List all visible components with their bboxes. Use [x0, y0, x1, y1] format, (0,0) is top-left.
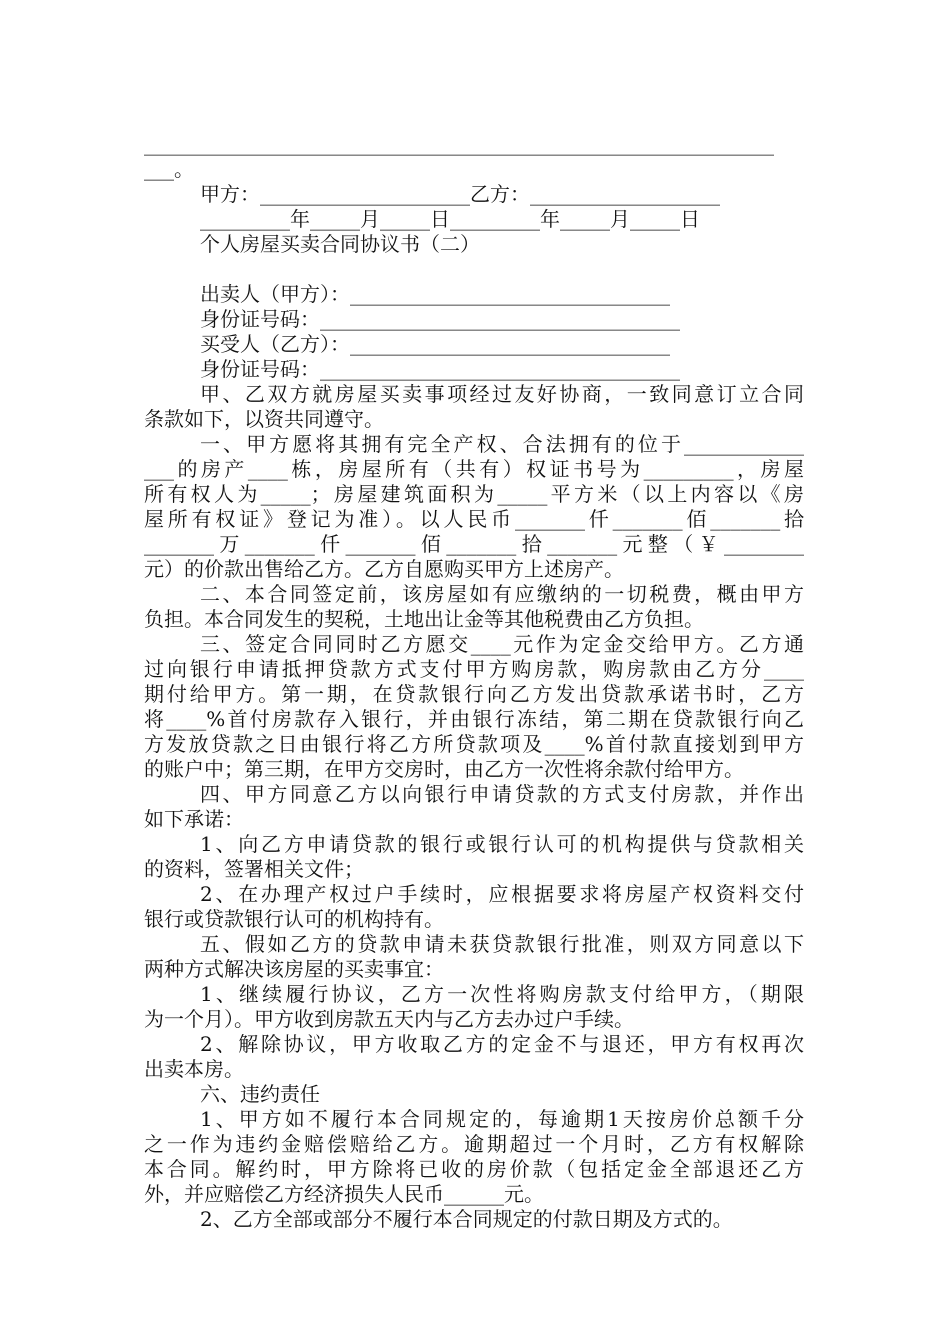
paragraph-line: 负担。本合同发生的契税，土地出让金等其他税费由乙方负担。	[144, 607, 704, 631]
paragraph-line: 外，并应赔偿乙方经济损失人民币______元。	[144, 1182, 544, 1206]
clause-3: 三、签定合同同时乙方愿交____元作为定金交给甲方。乙方通	[200, 632, 804, 656]
sub-clause: 1、向乙方申请贷款的银行或银行认可的机构提供与贷款相关	[200, 832, 804, 856]
sub-clause: 2、在办理产权过户手续时，应根据要求将房屋产权资料交付	[200, 882, 804, 906]
paragraph-line: 为一个月）。甲方收到房款五天内与乙方去办过户手续。	[144, 1007, 634, 1031]
paragraph-line: _______万_______仟_______佰_______拾_______元整（￥________	[144, 532, 804, 556]
paragraph-line: 期付给甲方。第一期，在贷款银行向乙方发出贷款承诺书时，乙方	[144, 682, 804, 706]
text-line: _______________________________________________________________	[144, 132, 774, 156]
seller-id-field: 身份证号码：____________________________________	[200, 307, 680, 331]
paragraph-line: 屋所有权证》登记为准）。以人民币_______仟_______佰_______拾	[144, 507, 804, 531]
clause-1: 一、甲方愿将其拥有完全产权、合法拥有的位于____________	[200, 432, 804, 456]
paragraph-line: 条款如下，以资共同遵守。	[144, 407, 384, 431]
sub-clause: 2、解除协议，甲方收取乙方的定金不与退还，甲方有权再次	[200, 1032, 804, 1056]
party-signature-line: 甲方：_____________________乙方：___________________	[200, 182, 720, 206]
paragraph-line: 如下承诺：	[144, 807, 244, 831]
paragraph-line: 本合同。解约时，甲方除将已收的房价款（包括定金全部退还乙方	[144, 1157, 804, 1181]
contract-text	[144, 132, 804, 1232]
paragraph-line: 银行或贷款银行认可的机构持有。	[144, 907, 444, 931]
date-line: _________年_____月_____日_________年_____月_____日	[200, 207, 700, 231]
sub-clause: 1、甲方如不履行本合同规定的，每逾期1天按房价总额千分	[200, 1107, 804, 1131]
clause-5: 五、假如乙方的贷款申请未获贷款银行批准，则双方同意以下	[200, 932, 804, 956]
paragraph-line: 所有权人为_____；房屋建筑面积为_____平方米（以上内容以《房	[144, 482, 804, 506]
paragraph-line: 甲、乙双方就房屋买卖事项经过友好协商，一致同意订立合同	[200, 382, 804, 406]
paragraph-line: 两种方式解决该房屋的买卖事宜：	[144, 957, 444, 981]
paragraph-line: 过向银行申请抵押贷款方式支付甲方购房款，购房款由乙方分____	[144, 657, 804, 681]
clause-2: 二、本合同签定前，该房屋如有应缴纳的一切税费，概由甲方	[200, 582, 804, 606]
buyer-id-field: 身份证号码：____________________________________	[200, 357, 680, 381]
paragraph-line: 的资料，签署相关文件；	[144, 857, 364, 881]
paragraph-line: 之一作为违约金赔偿赔给乙方。逾期超过一个月时，乙方有权解除	[144, 1132, 804, 1156]
paragraph-line: 元）的价款出售给乙方。乙方自愿购买甲方上述房产。	[144, 557, 624, 581]
paragraph-line: 出卖本房。	[144, 1057, 244, 1081]
clause-4: 四、甲方同意乙方以向银行申请贷款的方式支付房款，并作出	[200, 782, 804, 806]
buyer-field: 买受人（乙方）：________________________________	[200, 332, 670, 356]
text-line: ___。	[144, 157, 194, 181]
section-heading: 六、违约责任	[200, 1082, 320, 1106]
blank-line	[144, 257, 804, 282]
document-title: 个人房屋买卖合同协议书（二）	[200, 232, 480, 256]
paragraph-line: 方发放贷款之日由银行将乙方所贷款项及____%首付款直接划到甲方	[144, 732, 804, 756]
sub-clause: 1、继续履行协议，乙方一次性将购房款支付给甲方，（期限	[200, 982, 804, 1006]
paragraph-line: 将____%首付房款存入银行，并由银行冻结，第二期在贷款银行向乙	[144, 707, 804, 731]
paragraph-line: 的账户中；第三期，在甲方交房时，由乙方一次性将余款付给甲方。	[144, 757, 744, 781]
sub-clause: 2、乙方全部或部分不履行本合同规定的付款日期及方式的。	[200, 1207, 733, 1231]
paragraph-line: ___的房产____栋，房屋所有（共有）权证书号为_________，房屋	[144, 457, 804, 481]
seller-field: 出卖人（甲方）：________________________________	[200, 282, 670, 306]
